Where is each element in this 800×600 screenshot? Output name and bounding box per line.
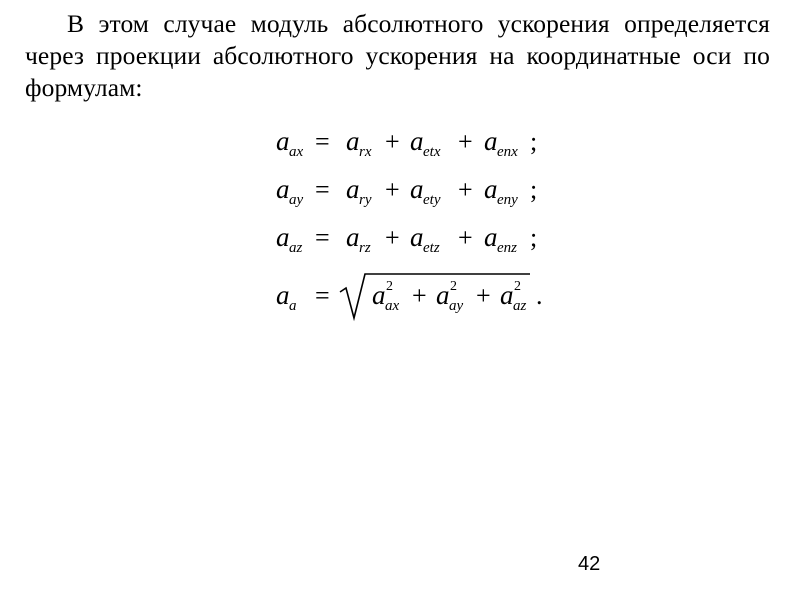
plus-sign: + bbox=[385, 223, 400, 252]
subscript: az bbox=[513, 298, 527, 314]
equals-sign: = bbox=[315, 175, 330, 204]
symbol-a: a bbox=[276, 222, 290, 252]
symbol-a: a bbox=[372, 280, 386, 310]
symbol-a: a bbox=[410, 222, 424, 252]
subscript: ety bbox=[423, 192, 441, 208]
subscript: a bbox=[289, 298, 297, 314]
symbol-a: a bbox=[484, 174, 498, 204]
subscript: enx bbox=[497, 144, 518, 160]
subscript: eny bbox=[497, 192, 518, 208]
subscript: ry bbox=[359, 192, 372, 208]
symbol-a: a bbox=[436, 280, 450, 310]
semicolon: ; bbox=[530, 127, 538, 156]
superscript-2: 2 bbox=[450, 279, 457, 294]
symbol-a: a bbox=[346, 222, 360, 252]
plus-sign: + bbox=[458, 175, 473, 204]
symbol-a: a bbox=[484, 222, 498, 252]
formula-row-ay bbox=[276, 174, 537, 208]
plus-sign: + bbox=[385, 127, 400, 156]
formula-row-az bbox=[276, 222, 537, 256]
formula-row-magnitude bbox=[276, 274, 543, 318]
subscript: rx bbox=[359, 144, 372, 160]
symbol-a: a bbox=[346, 174, 360, 204]
subscript: ax bbox=[385, 298, 400, 314]
symbol-a: a bbox=[500, 280, 514, 310]
semicolon: ; bbox=[530, 175, 538, 204]
formula-svg bbox=[268, 114, 588, 324]
plus-sign: + bbox=[458, 127, 473, 156]
page-number: 42 bbox=[578, 553, 601, 575]
symbol-a: a bbox=[276, 126, 290, 156]
subscript: etz bbox=[423, 240, 440, 256]
subscript: az bbox=[289, 240, 303, 256]
plus-sign: + bbox=[412, 281, 427, 310]
equals-sign: = bbox=[315, 127, 330, 156]
formula-row-ax bbox=[276, 126, 537, 160]
body-paragraph: В этом случае модуль абсолютного ускорения определяется через проекции абсолютного ускорения на координатные оси по формулам: bbox=[25, 9, 770, 102]
plus-sign: + bbox=[385, 175, 400, 204]
plus-sign: + bbox=[458, 223, 473, 252]
equals-sign: = bbox=[315, 281, 330, 310]
subscript: ay bbox=[449, 298, 464, 314]
symbol-a: a bbox=[484, 126, 498, 156]
superscript-2: 2 bbox=[514, 279, 521, 294]
formula-block bbox=[268, 114, 588, 324]
subscript: rz bbox=[359, 240, 371, 256]
subscript: enz bbox=[497, 240, 517, 256]
symbol-a: a bbox=[346, 126, 360, 156]
period: . bbox=[536, 281, 543, 310]
equals-sign: = bbox=[315, 223, 330, 252]
symbol-a: a bbox=[276, 174, 290, 204]
superscript-2: 2 bbox=[386, 279, 393, 294]
semicolon: ; bbox=[530, 223, 538, 252]
subscript: ax bbox=[289, 144, 304, 160]
symbol-a: a bbox=[410, 126, 424, 156]
subscript: ay bbox=[289, 192, 304, 208]
plus-sign: + bbox=[476, 281, 491, 310]
subscript: etx bbox=[423, 144, 441, 160]
symbol-a: a bbox=[410, 174, 424, 204]
symbol-a: a bbox=[276, 280, 290, 310]
